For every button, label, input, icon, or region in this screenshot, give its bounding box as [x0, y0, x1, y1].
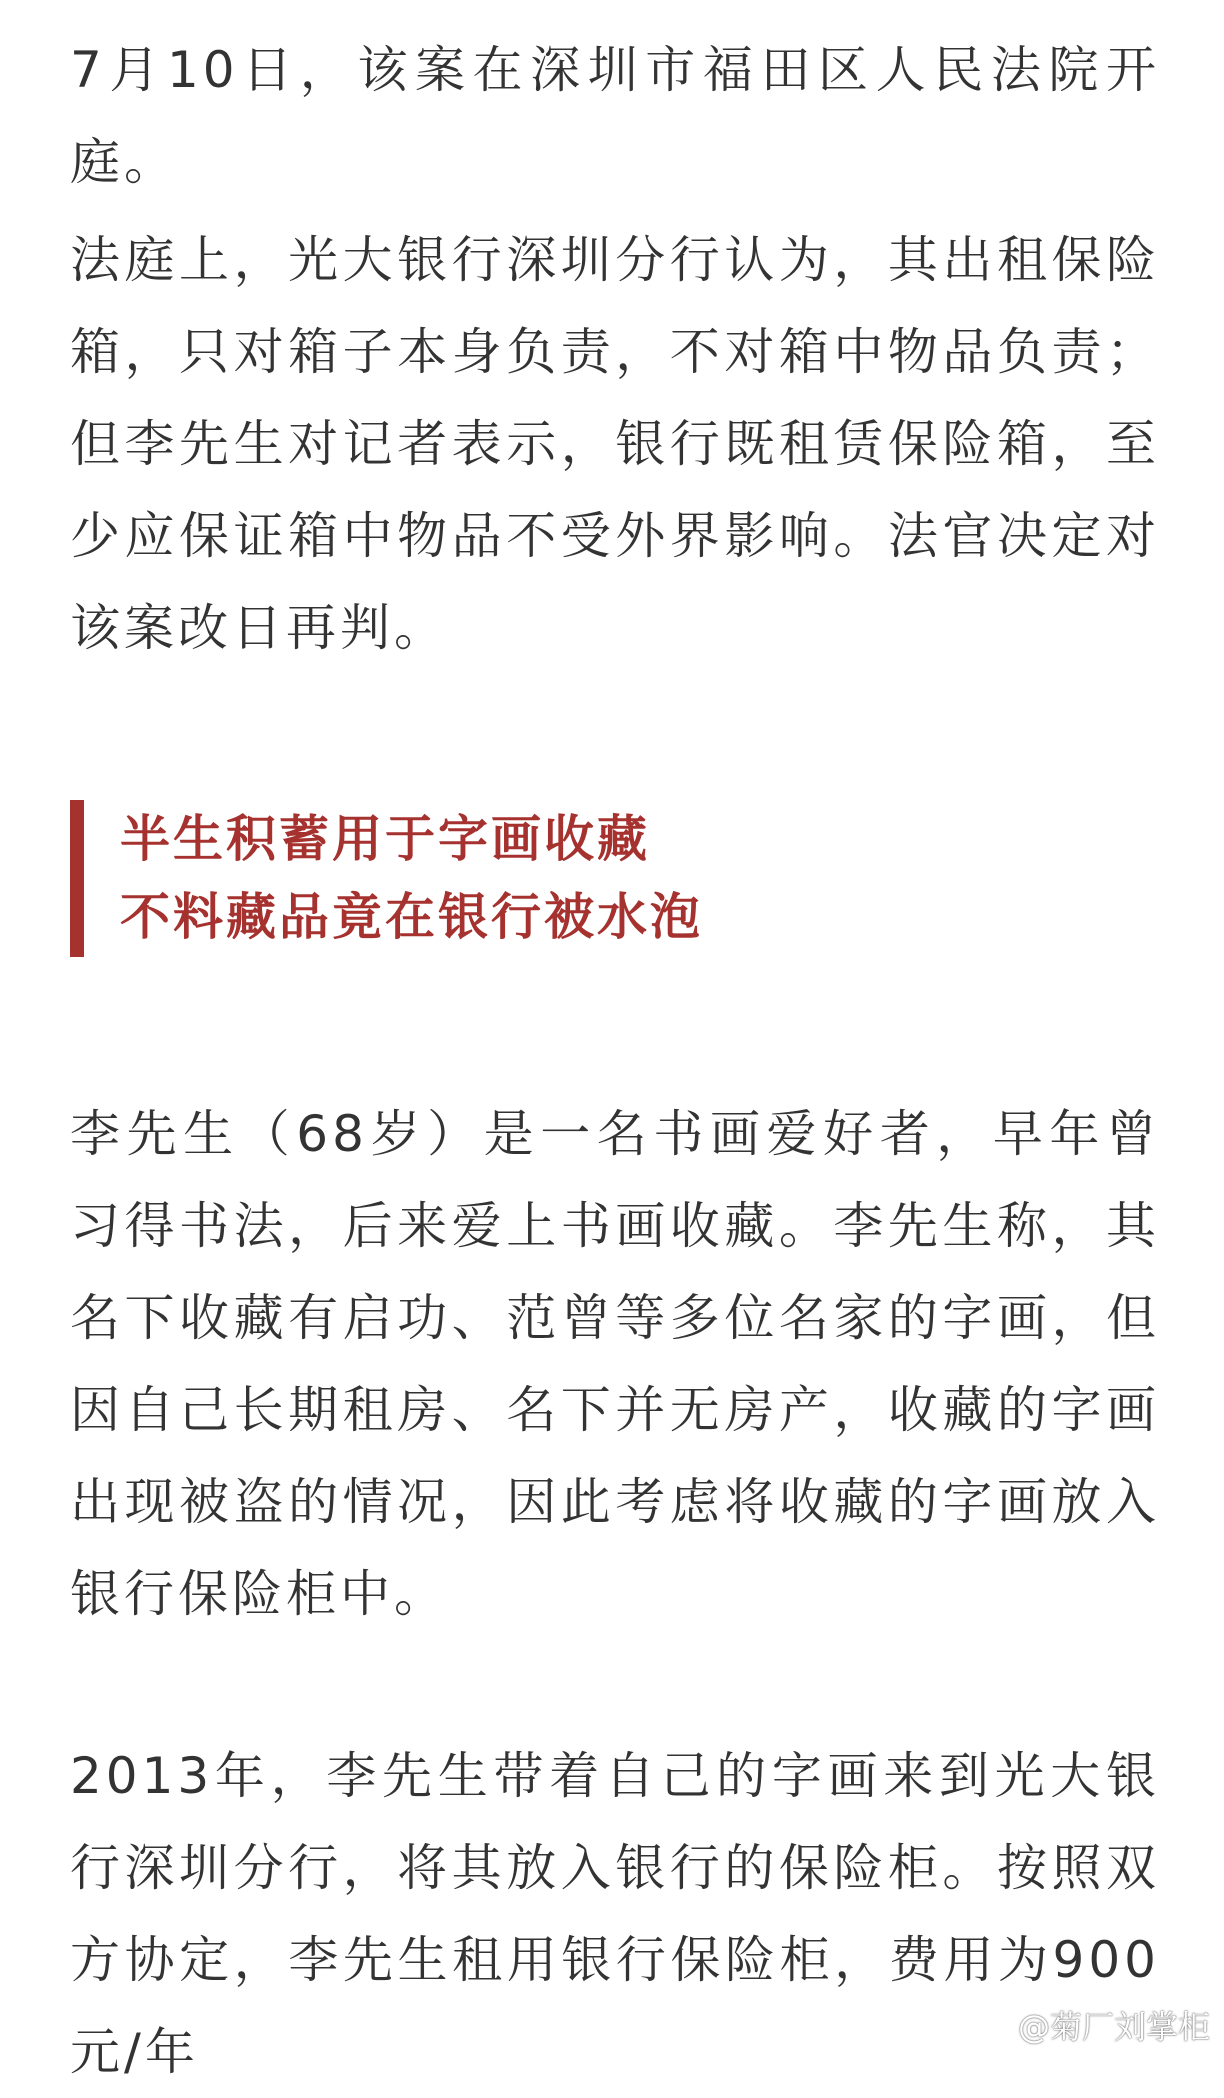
heading-text	[120, 800, 703, 956]
heading-line-1: 半生积蓄用于字画收藏	[120, 810, 650, 868]
paragraph-court-date: 7月10日，该案在深圳市福田区人民法院开庭。	[70, 41, 1160, 191]
paragraph-2013-deposit: 2013年，李先生带着自己的字画来到光大银行深圳分行，将其放入银行的保险柜。按照双方协定，李先生租用银行保险柜，费用为900元/年	[70, 1747, 1160, 2081]
section-heading	[70, 800, 1160, 957]
heading-accent-bar	[70, 800, 84, 957]
watermark-text: @菊厂刘掌柜	[1017, 2008, 1210, 2046]
paragraph-background: 李先生（68岁）是一名书画爱好者，早年曾习得书法，后来爱上书画收藏。李先生称，其名下收藏有启功、范曾等多位名家的字画，但因自己长期租房、名下并无房产，收藏的字画出现被盗的情况，因此考虑将收藏的字画放入银行保险柜中。	[70, 1105, 1160, 1623]
weibo-icon	[972, 2008, 1012, 2042]
heading-line-2: 不料藏品竟在银行被水泡	[120, 888, 703, 946]
paragraph-court-hearing: 法庭上，光大银行深圳分行认为，其出租保险箱，只对箱子本身负责，不对箱中物品负责；但李先生对记者表示，银行既租赁保险箱，至少应保证箱中物品不受外界影响。法官决定对该案改日再判。	[70, 231, 1160, 657]
watermark	[972, 2003, 1210, 2047]
